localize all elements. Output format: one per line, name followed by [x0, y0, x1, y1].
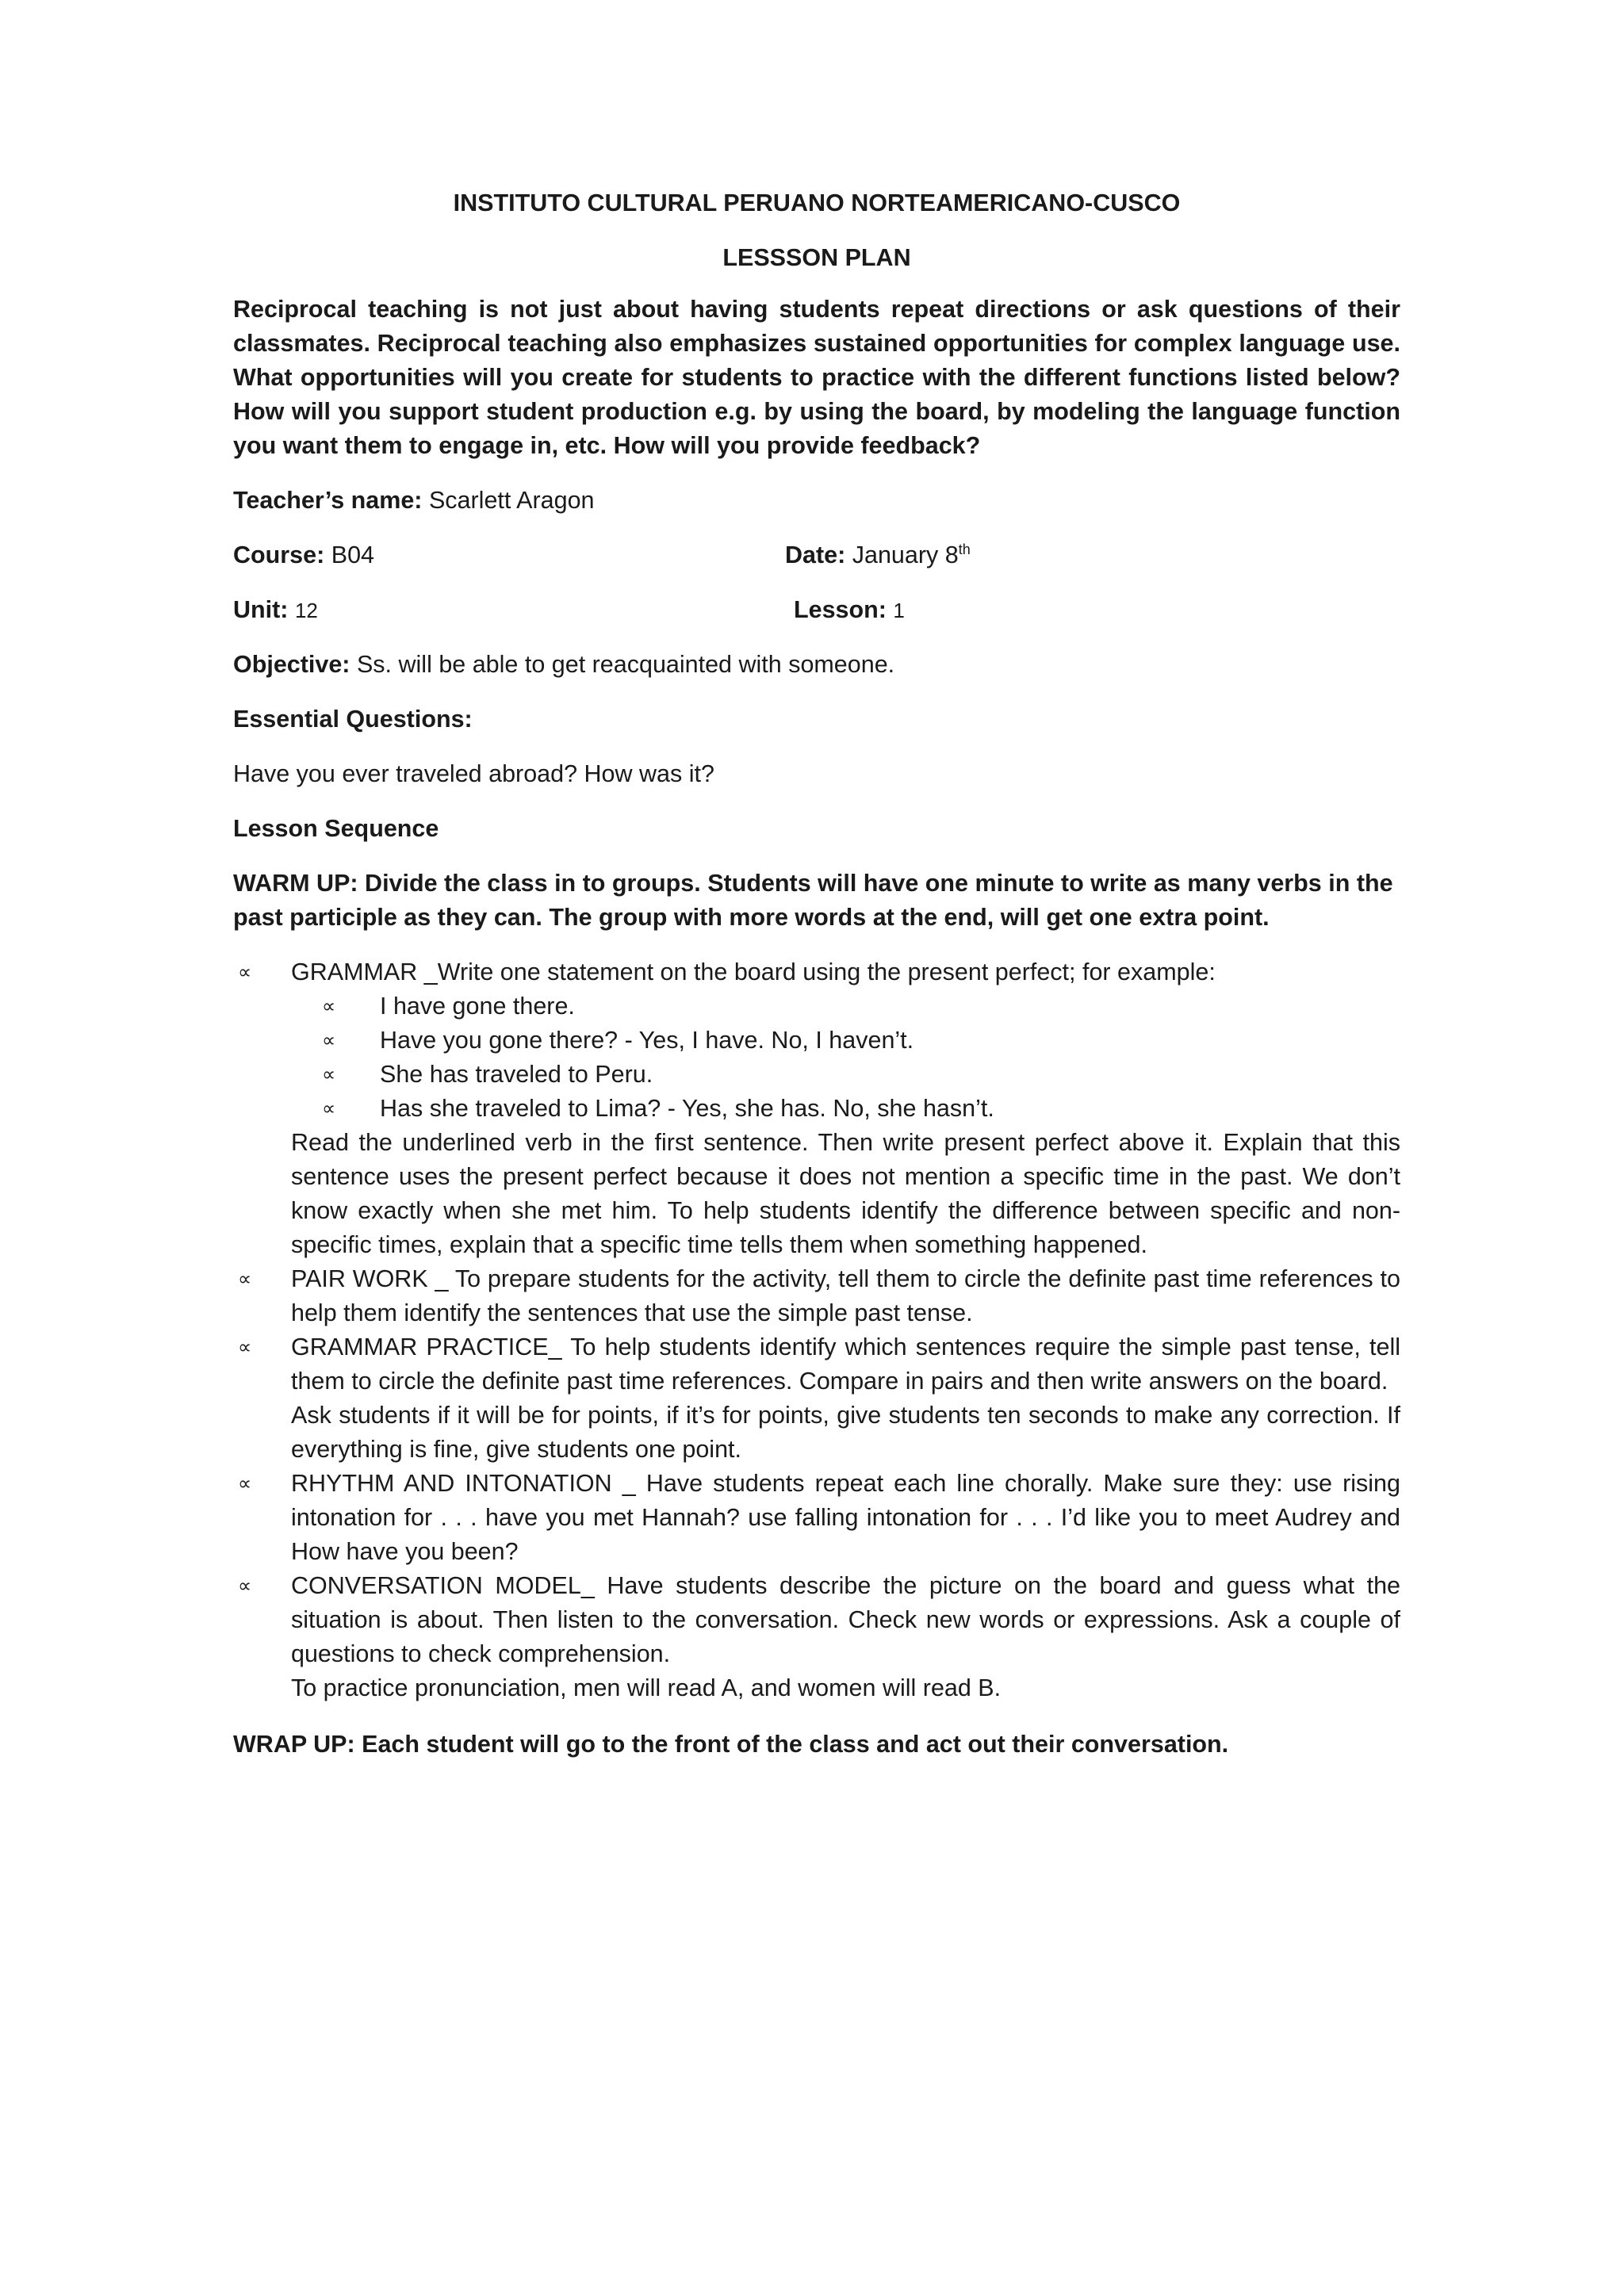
list-item-conversation	[233, 1569, 1400, 1705]
example-text: Has she traveled to Lima? - Yes, she has. No, she hasn’t.	[380, 1095, 994, 1122]
example-text: Have you gone there? - Yes, I have. No, I haven’t.	[380, 1027, 914, 1054]
date-suffix: th	[958, 541, 971, 557]
date-value: January 8	[852, 541, 959, 568]
activity-list	[233, 955, 1400, 1705]
teacher-label: Teacher’s name:	[233, 487, 423, 514]
rhythm-text: RHYTHM AND INTONATION _ Have students repeat each line chorally. Make sure they: use rising intonation for . . . have you met Hannah? use falling intonation for . . . I’d like you to meet Audrey and How have you been?	[291, 1470, 1400, 1565]
bullet-icon: ∝	[238, 961, 252, 983]
example-item	[233, 989, 1400, 1024]
unit-value: 12	[294, 599, 318, 622]
lesson-field	[794, 593, 905, 628]
pair-work-text: PAIR WORK _ To prepare students for the activity, tell them to circle the definite past time references to help them identify the sentences that use the simple past tense.	[291, 1265, 1400, 1326]
date-field	[785, 538, 971, 572]
bullet-icon: ∝	[238, 1575, 252, 1597]
example-text: I have gone there.	[380, 993, 575, 1020]
objective-value: Ss. will be able to get reacquainted with someone.	[356, 651, 895, 678]
grammar-note: Read the underlined verb in the first sentence. Then write present perfect above it. Explain that this sentence uses the present perfect because it does not mention a specific time in the past. We don’t know exactly when she met him. To help students identify the difference between specific and non-specific times, explain that a specific time tells them when something happened.	[291, 1129, 1400, 1258]
bullet-icon: ∝	[322, 1097, 336, 1119]
intro-paragraph: Reciprocal teaching is not just about having students repeat directions or ask questions of their classmates. Reciprocal teaching also emphasizes sustained opportunities for complex language use. What opportunities will you create for students to practice with the different functions listed below? How will you support student production e.g. by using the board, by modeling the language function you want them to engage in, etc. How will you provide feedback?	[233, 296, 1400, 459]
grammar-practice-note: Ask students if it will be for points, if it’s for points, give students ten seconds to make any correction. If everything is fine, give students one point.	[291, 1402, 1400, 1463]
grammar-instruction: GRAMMAR _Write one statement on the board using the present perfect; for example:	[291, 959, 1216, 985]
bullet-icon: ∝	[322, 995, 336, 1017]
bullet-icon: ∝	[238, 1268, 252, 1290]
list-item-grammar-practice	[233, 1330, 1400, 1467]
warm-up-paragraph: WARM UP: Divide the class in to groups. Students will have one minute to write as many verbs in the past participle as they can. The group with more words at the end, will get one extra point.	[233, 870, 1393, 931]
unit-label: Unit:	[233, 596, 289, 623]
course-date-row	[233, 538, 1400, 572]
essential-questions-label: Essential Questions:	[233, 706, 473, 733]
example-text: She has traveled to Peru.	[380, 1061, 653, 1088]
course-value: B04	[331, 541, 375, 568]
course-label: Course:	[233, 541, 325, 568]
objective-field	[233, 648, 1400, 682]
wrap-up-paragraph: WRAP UP: Each student will go to the front of the class and act out their conversation.	[233, 1731, 1229, 1758]
example-item	[233, 1024, 1400, 1058]
bullet-icon: ∝	[238, 1472, 252, 1494]
teacher-field	[233, 484, 1400, 518]
bullet-icon: ∝	[238, 1336, 252, 1358]
bullet-icon: ∝	[322, 1029, 336, 1051]
example-item	[233, 1058, 1400, 1092]
unit-field	[233, 596, 318, 623]
example-item	[233, 1092, 1400, 1126]
institution-heading: INSTITUTO CULTURAL PERUANO NORTEAMERICANO-CUSCO	[453, 189, 1181, 216]
grammar-practice-text: GRAMMAR PRACTICE_ To help students identify which sentences require the simple past tense, tell them to circle the definite past time references. Compare in pairs and then write answers on the board.	[291, 1334, 1400, 1395]
bullet-icon: ∝	[322, 1063, 336, 1085]
course-field	[233, 541, 374, 568]
lesson-value: 1	[893, 599, 905, 622]
lesson-sequence-label: Lesson Sequence	[233, 815, 439, 842]
document-body	[233, 186, 1400, 1762]
list-item-grammar	[233, 955, 1400, 1262]
date-label: Date:	[785, 541, 846, 568]
conversation-text: CONVERSATION MODEL_ Have students describe the picture on the board and guess what the situation is about. Then listen to the conversation. Check new words or expressions. Ask a couple of questions to check comprehension.	[291, 1572, 1400, 1667]
unit-lesson-row	[233, 593, 1400, 627]
objective-label: Objective:	[233, 651, 350, 678]
teacher-value: Scarlett Aragon	[428, 487, 595, 514]
list-item-pair-work	[233, 1262, 1400, 1330]
conversation-note: To practice pronunciation, men will read A, and women will read B.	[291, 1674, 1002, 1701]
lesson-label: Lesson:	[794, 596, 887, 623]
list-item-rhythm	[233, 1467, 1400, 1569]
document-title: LESSSON PLAN	[722, 244, 911, 271]
essential-questions-text: Have you ever traveled abroad? How was it?	[233, 760, 714, 787]
